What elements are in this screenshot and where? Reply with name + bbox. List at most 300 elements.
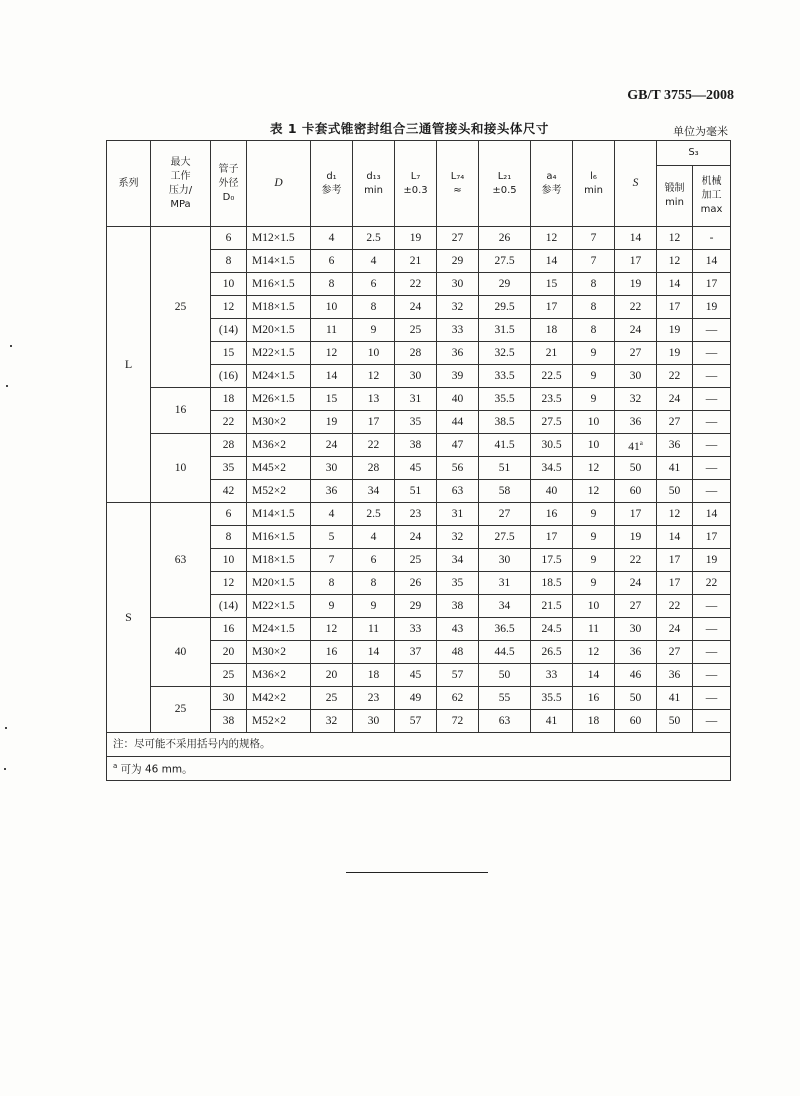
table-cell (247, 641, 311, 664)
cell-value: 30 (629, 622, 642, 635)
table-cell (573, 549, 615, 572)
cell-value: 34 (451, 553, 464, 566)
table-cell (437, 296, 479, 319)
footnote-mark: a (639, 438, 643, 447)
table-cell (247, 296, 311, 319)
cell-value: 46 (629, 668, 642, 681)
table-cell (395, 595, 437, 618)
cell-value: 58 (498, 484, 511, 497)
table-cell (311, 273, 353, 296)
unit-label: 单位为毫米 (673, 125, 728, 138)
cell-value: 16 (325, 645, 338, 658)
cell-value: 17 (629, 507, 642, 520)
cell-value: 32.5 (494, 346, 515, 359)
table-cell (437, 618, 479, 641)
table-cell (395, 273, 437, 296)
col-header-l21 (479, 141, 531, 227)
table-cell (531, 526, 573, 549)
cell-value: 6 (328, 254, 335, 267)
cell-value: 22 (409, 277, 422, 290)
table-caption: 表 1 卡套式锥密封组合三通管接头和接头体尺寸 (270, 121, 549, 136)
table-cell (311, 250, 353, 273)
cell-value: 56 (451, 461, 464, 474)
table-cell (531, 572, 573, 595)
cell-value: 22 (222, 415, 235, 428)
table-cell (657, 618, 693, 641)
table-cell (311, 710, 353, 733)
end-of-document-rule (346, 872, 488, 873)
table-cell (395, 296, 437, 319)
cell-value: 17 (545, 530, 558, 543)
table-cell (531, 434, 573, 457)
table-cell (247, 710, 311, 733)
scan-speck (4, 768, 6, 770)
cell-value: 25 (325, 691, 338, 704)
cell-value: 18 (545, 323, 558, 336)
cell-value: 27.5 (494, 530, 515, 543)
table-cell (531, 710, 573, 733)
table-cell (693, 250, 731, 273)
cell-value: 60 (629, 714, 642, 727)
table-cell (657, 480, 693, 503)
col-header-sub-line: 加工 (701, 190, 722, 201)
table-cell (395, 319, 437, 342)
table-cell (247, 342, 311, 365)
table-cell (353, 342, 395, 365)
cell-value: 8 (328, 576, 335, 589)
table-cell (247, 549, 311, 572)
cell-value: 32 (629, 392, 642, 405)
table-cell (211, 319, 247, 342)
table-cell (573, 710, 615, 733)
table-cell (311, 572, 353, 595)
cell-value: 9 (370, 323, 377, 336)
table-cell (657, 434, 693, 457)
table-row (107, 434, 731, 457)
cell-value: — (705, 369, 718, 382)
cell-value: — (705, 484, 718, 497)
table-cell (211, 572, 247, 595)
table-cell (615, 549, 657, 572)
cell-value: 6 (225, 507, 232, 520)
table-cell (693, 480, 731, 503)
table-row (107, 687, 731, 710)
cell-value: 21 (409, 254, 422, 267)
table-cell (693, 503, 731, 526)
cell-value: 41.5 (494, 438, 515, 451)
table-cell (657, 227, 693, 250)
cell-value: 27 (668, 645, 681, 658)
col-header-s (615, 141, 657, 227)
cell-value: 29 (409, 599, 422, 612)
table-cell (531, 342, 573, 365)
cell-value: 44.5 (494, 645, 515, 658)
table-cell (211, 250, 247, 273)
table-cell (211, 480, 247, 503)
cell-value: 24 (668, 392, 681, 405)
table-cell (311, 388, 353, 411)
cell-value: — (705, 415, 718, 428)
cell-value: 48 (451, 645, 464, 658)
cell-value: 31 (409, 392, 422, 405)
table-cell (657, 388, 693, 411)
cell-value: 30 (629, 369, 642, 382)
table-cell (657, 457, 693, 480)
table-cell (615, 457, 657, 480)
col-header-l74 (437, 141, 479, 227)
cell-value: 12 (222, 576, 235, 589)
cell-value: 14 (705, 507, 718, 520)
col-header-s3-machined (693, 166, 731, 227)
table-cell (657, 664, 693, 687)
col-header-tolerance: min (364, 184, 383, 196)
cell-value: M22×1.5 (252, 599, 295, 612)
cell-value: 36 (629, 645, 642, 658)
table-cell (531, 549, 573, 572)
cell-value: M36×2 (252, 668, 286, 681)
col-header-sub-line: 锻制 (664, 183, 685, 194)
table-cell (693, 641, 731, 664)
table-cell (615, 273, 657, 296)
cell-value: 50 (629, 691, 642, 704)
cell-value: 10 (222, 277, 235, 290)
table-cell (693, 687, 731, 710)
table-cell (615, 250, 657, 273)
cell-value: 17 (705, 530, 718, 543)
col-header-d1 (311, 141, 353, 227)
table-cell (353, 434, 395, 457)
table-cell (615, 296, 657, 319)
table-cell (437, 319, 479, 342)
table-cell (615, 434, 657, 457)
table-cell (211, 365, 247, 388)
table-cell (693, 365, 731, 388)
cell-value: M30×2 (252, 415, 286, 428)
cell-value: 14 (367, 645, 380, 658)
table-cell (353, 618, 395, 641)
cell-value: — (705, 599, 718, 612)
table-cell (211, 388, 247, 411)
cell-value: M52×2 (252, 484, 286, 497)
cell-value: 19 (705, 300, 718, 313)
col-header-pressure-line: 工作 (170, 170, 191, 182)
cell-value: 35.5 (494, 392, 515, 405)
cell-value: 35 (409, 415, 422, 428)
table-cell (615, 526, 657, 549)
cell-value: 7 (328, 553, 335, 566)
cell-value: 14 (629, 231, 642, 244)
cell-value: 40 (545, 484, 558, 497)
cell-value: 27 (498, 507, 511, 520)
table-cell (211, 595, 247, 618)
cell-value: 24 (629, 576, 642, 589)
cell-value: 8 (370, 300, 377, 313)
header-row-1 (107, 141, 731, 166)
cell-value: 18.5 (541, 576, 562, 589)
table-cell (353, 641, 395, 664)
table-cell (615, 319, 657, 342)
cell-value: 63 (451, 484, 464, 497)
cell-value: 38 (222, 714, 235, 727)
col-header-pressure-line: MPa (170, 198, 191, 210)
cell-value: 28 (409, 346, 422, 359)
cell-value: 36 (668, 438, 681, 451)
note-row (107, 733, 731, 757)
table-cell (479, 480, 531, 503)
cell-value: 17 (629, 254, 642, 267)
cell-value: 60 (629, 484, 642, 497)
table-cell (573, 664, 615, 687)
cell-value: 31.5 (494, 323, 515, 336)
cell-value: — (705, 346, 718, 359)
table-cell (437, 526, 479, 549)
table-cell (395, 664, 437, 687)
table-cell (573, 572, 615, 595)
table-cell (437, 250, 479, 273)
col-header-symbol: L₇₄ (450, 170, 465, 182)
col-header-tolerance: ±0.3 (403, 184, 428, 196)
cell-value: 12 (367, 369, 380, 382)
cell-value: 8 (225, 530, 232, 543)
cell-value: 62 (451, 691, 464, 704)
table-cell (211, 618, 247, 641)
col-header-d-symbol: D (274, 177, 283, 189)
table-cell (437, 572, 479, 595)
table-cell (211, 273, 247, 296)
cell-value: 47 (451, 438, 464, 451)
cell-value: 41 (668, 691, 681, 704)
dimension-table (106, 140, 731, 781)
table-cell (479, 411, 531, 434)
cell-value: 4 (370, 254, 377, 267)
table-cell (657, 411, 693, 434)
cell-value: 50 (629, 461, 642, 474)
table-cell (479, 526, 531, 549)
table-cell (479, 572, 531, 595)
cell-value: 9 (328, 599, 335, 612)
cell-value: 24.5 (541, 622, 562, 635)
table-cell (211, 664, 247, 687)
cell-value: 35.5 (541, 691, 562, 704)
table-cell (211, 503, 247, 526)
table-cell (531, 457, 573, 480)
table-cell (437, 641, 479, 664)
cell-value: 11 (325, 323, 338, 336)
cell-value: M16×1.5 (252, 277, 295, 290)
cell-value: 9 (370, 599, 377, 612)
table-cell (395, 250, 437, 273)
table-cell (395, 687, 437, 710)
table-cell (693, 411, 731, 434)
footnote-marker: a (113, 762, 118, 771)
table-cell (211, 296, 247, 319)
cell-value: 7 (590, 254, 597, 267)
table-cell (247, 503, 311, 526)
table-cell (479, 549, 531, 572)
cell-value: 26.5 (541, 645, 562, 658)
cell-value: 9 (590, 576, 597, 589)
table-cell (693, 526, 731, 549)
scan-speck (5, 727, 7, 729)
table-row (107, 227, 731, 250)
cell-value: 4 (328, 507, 335, 520)
table-cell (353, 503, 395, 526)
table-cell (247, 319, 311, 342)
cell-value: 2.5 (366, 507, 381, 520)
col-header-tolerance: 参考 (541, 184, 562, 196)
cell-value: 14 (705, 254, 718, 267)
cell-value: 29.5 (494, 300, 515, 313)
table-cell (479, 618, 531, 641)
footnote-text: 可为 46 mm。 (117, 763, 193, 776)
cell-value: 45 (409, 461, 422, 474)
cell-value: — (705, 714, 718, 727)
table-cell (657, 365, 693, 388)
col-header-s3-forged (657, 166, 693, 227)
table-cell (437, 480, 479, 503)
table-cell (573, 365, 615, 388)
col-header-sub-line: min (665, 197, 684, 208)
cell-value: 55 (498, 691, 511, 704)
cell-value: 22.5 (541, 369, 562, 382)
cell-value: 12 (545, 231, 558, 244)
cell-value: 42 (222, 484, 235, 497)
cell-value: 27 (629, 346, 642, 359)
table-cell (211, 457, 247, 480)
cell-value: 12 (587, 645, 600, 658)
table-cell (573, 457, 615, 480)
cell-value: 8 (328, 277, 335, 290)
col-header-d (247, 141, 311, 227)
cell-value: 41 (628, 440, 640, 453)
cell-value: 4 (328, 231, 335, 244)
col-header-sub-line: 机械 (701, 176, 722, 187)
cell-value: 25 (409, 553, 422, 566)
table-cell (311, 227, 353, 250)
cell-value: 17.5 (541, 553, 562, 566)
table-cell (479, 503, 531, 526)
table-cell (247, 572, 311, 595)
col-header-l6 (573, 141, 615, 227)
cell-value: 51 (409, 484, 422, 497)
cell-value: 12 (587, 484, 600, 497)
table-cell (479, 641, 531, 664)
table-cell (531, 227, 573, 250)
table-cell (573, 250, 615, 273)
cell-value: 22 (367, 438, 380, 451)
cell-value: 22 (629, 553, 642, 566)
table-cell (247, 457, 311, 480)
table-cell (573, 641, 615, 664)
cell-value: 12 (222, 300, 235, 313)
table-cell (693, 618, 731, 641)
cell-value: 20 (325, 668, 338, 681)
cell-value: 37 (409, 645, 422, 658)
cell-value: 25 (222, 668, 235, 681)
col-header-tube-line: 管子 (218, 163, 239, 175)
table-cell (657, 687, 693, 710)
table-cell (437, 503, 479, 526)
col-header-a4 (531, 141, 573, 227)
table-cell (615, 388, 657, 411)
cell-value: — (705, 668, 718, 681)
table-cell (437, 434, 479, 457)
col-header-symbol: L₂₁ (497, 170, 512, 182)
table-cell (615, 595, 657, 618)
cell-value: 17 (367, 415, 380, 428)
col-header-symbol: a₄ (546, 170, 557, 182)
table-cell (573, 687, 615, 710)
cell-value: 23.5 (541, 392, 562, 405)
cell-value: — (705, 691, 718, 704)
table-cell (247, 480, 311, 503)
col-header-pressure (151, 141, 211, 227)
table-cell (573, 342, 615, 365)
cell-value: 24 (668, 622, 681, 635)
col-header-symbol: d₁₃ (366, 170, 381, 182)
table-cell (693, 296, 731, 319)
table-cell (353, 227, 395, 250)
col-header-symbol: l₆ (590, 170, 597, 182)
table-cell (353, 710, 395, 733)
cell-value: 38 (409, 438, 422, 451)
scan-speck (6, 385, 8, 387)
cell-value: 72 (451, 714, 464, 727)
col-header-pressure-line: 压力/ (168, 184, 193, 196)
cell-value: 19 (409, 231, 422, 244)
cell-value: 30 (451, 277, 464, 290)
col-header-tolerance: min (584, 184, 603, 196)
table-cell (353, 595, 395, 618)
cell-value: 49 (409, 691, 422, 704)
table-cell (615, 572, 657, 595)
table-cell (531, 595, 573, 618)
cell-value: M18×1.5 (252, 300, 295, 313)
cell-value: 6 (370, 277, 377, 290)
table-cell (693, 595, 731, 618)
cell-value: 36 (325, 484, 338, 497)
cell-value: 26 (409, 576, 422, 589)
note-text: 注：尽可能不采用括号内的规格。 (107, 733, 731, 757)
table-cell (531, 273, 573, 296)
table-cell (573, 480, 615, 503)
cell-value: 27 (668, 415, 681, 428)
table-cell (311, 480, 353, 503)
table-cell (247, 526, 311, 549)
pressure-cell: 25 (151, 687, 211, 733)
cell-value: 15 (222, 346, 235, 359)
cell-value: 41 (668, 461, 681, 474)
table-cell (657, 296, 693, 319)
cell-value: 9 (590, 392, 597, 405)
table-cell (311, 549, 353, 572)
cell-value: 30.5 (541, 438, 562, 451)
cell-value: — (705, 622, 718, 635)
table-row (107, 388, 731, 411)
col-header-tolerance: ≈ (453, 184, 462, 196)
cell-value: 16 (545, 507, 558, 520)
table-cell (615, 503, 657, 526)
cell-value: 2.5 (366, 231, 381, 244)
pressure-cell: 10 (151, 434, 211, 503)
table-cell (657, 710, 693, 733)
cell-value: 19 (668, 323, 681, 336)
table-cell (531, 388, 573, 411)
table-cell (573, 503, 615, 526)
table-cell (479, 342, 531, 365)
table-cell (657, 641, 693, 664)
table-cell (247, 250, 311, 273)
